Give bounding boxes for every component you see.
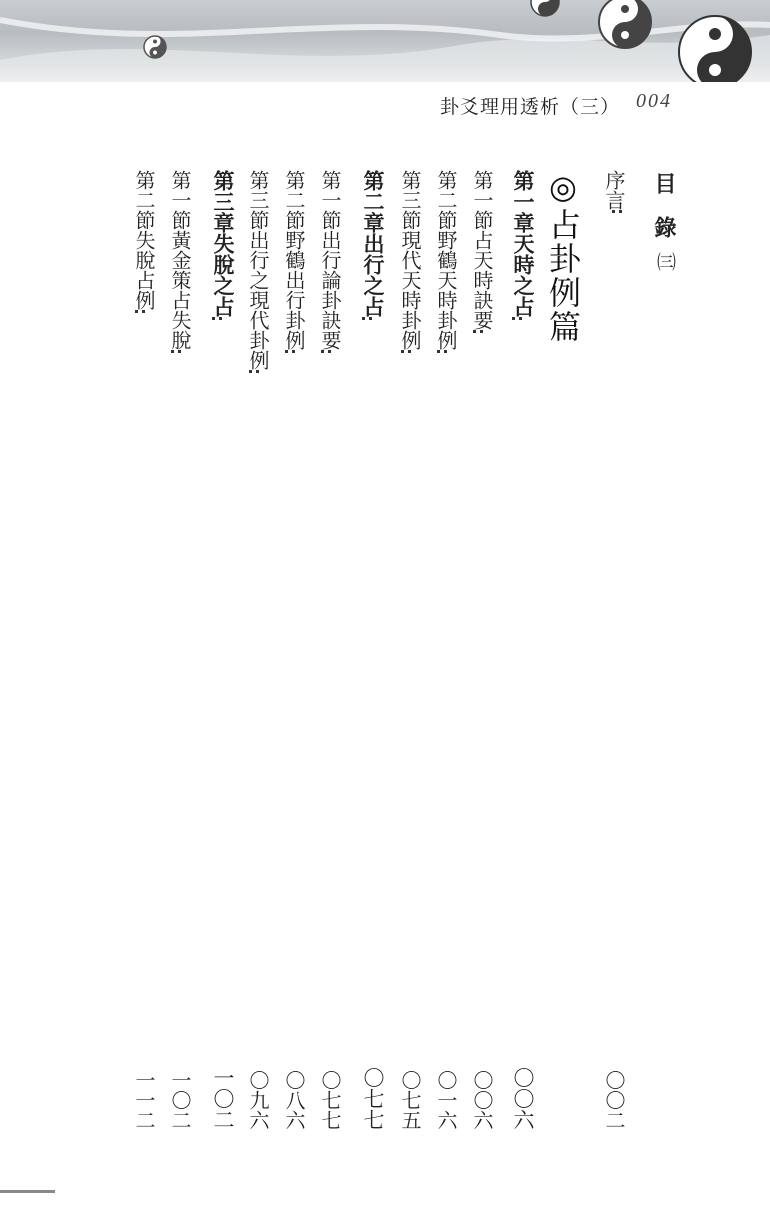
chapter-title: 天時之占	[511, 233, 535, 317]
toc-entry-section[interactable]	[306, 170, 340, 1130]
toc-entry-section[interactable]	[120, 170, 154, 1130]
section-page: 一〇二	[168, 1070, 192, 1130]
section-page: 〇八六	[282, 1070, 306, 1130]
section-number: 第三節	[246, 170, 270, 230]
section-number: 第二節	[132, 170, 156, 230]
section-number: 第三節	[398, 170, 422, 230]
chapter-page: 〇七七	[361, 1067, 385, 1130]
leader-dots	[212, 317, 222, 1067]
chapter-label: 第一章	[511, 170, 535, 233]
leader-dots	[437, 350, 447, 1070]
section-title: 占天時訣要	[470, 230, 494, 330]
yin-yang-icon-medium	[531, 0, 559, 16]
yin-yang-icon-large	[599, 0, 651, 48]
section-number: 第一節	[470, 170, 494, 230]
chapter-label: 第三章	[211, 170, 235, 233]
section-title: 野鶴天時卦例	[434, 230, 458, 350]
section-number: 第一節	[318, 170, 342, 230]
page-edge-mark	[0, 1190, 55, 1193]
toc-entry-section[interactable]	[234, 170, 268, 1130]
section-title: 出行之現代卦例	[246, 230, 270, 370]
toc-entry-preface[interactable]	[604, 170, 624, 1130]
preface-label: 序言	[602, 170, 626, 210]
leader-dots	[401, 350, 411, 1070]
section-title: 出行論卦訣要	[318, 230, 342, 350]
yin-yang-icon-xlarge	[679, 16, 751, 82]
toc-entry-chapter-2[interactable]	[344, 170, 383, 1130]
preface-page: 〇〇二	[602, 1070, 626, 1130]
section-number: 第一節	[168, 170, 192, 230]
leader-dots	[249, 370, 259, 1070]
section-title: 野鶴出行卦例	[282, 230, 306, 350]
leader-dots	[473, 330, 483, 1070]
toc-entry-section[interactable]	[458, 170, 492, 1130]
chapter-page: 一〇二	[211, 1067, 235, 1130]
toc-volume-mark: ㈢	[654, 252, 676, 271]
section-page: 〇九六	[246, 1070, 270, 1130]
yin-yang-icon-small	[144, 36, 166, 58]
section-title: 失脫占例	[132, 230, 156, 310]
yin-yang-banner-art	[0, 0, 770, 82]
section-page: 〇一六	[434, 1070, 458, 1130]
section-number: 第二節	[434, 170, 458, 230]
toc-entry-section[interactable]	[270, 170, 304, 1130]
toc-entry-section[interactable]	[422, 170, 456, 1130]
toc-entry-chapter-1[interactable]	[494, 170, 533, 1130]
section-page: 〇七七	[318, 1070, 342, 1130]
chapter-page: 〇〇六	[511, 1067, 535, 1130]
toc-entry-chapter-3[interactable]	[194, 170, 233, 1130]
page-number: 004	[636, 90, 672, 112]
toc-heading: 目 錄	[651, 172, 676, 238]
section-page: 一一二	[132, 1070, 156, 1130]
section-page: 〇〇六	[470, 1070, 494, 1130]
leader-dots	[512, 317, 522, 1067]
leader-dots	[171, 350, 181, 1070]
leader-dots	[321, 350, 331, 1070]
leader-dots	[135, 310, 145, 1070]
chapter-title: 失脫之占	[211, 233, 235, 317]
leader-dots	[612, 210, 622, 1070]
chapter-label: 第二章	[361, 170, 385, 233]
leader-dots	[362, 317, 372, 1067]
section-page: 〇七五	[398, 1070, 422, 1130]
leader-dots	[285, 350, 295, 1070]
section-title: 現代天時卦例	[398, 230, 422, 350]
part-title: ◎占卦例篇	[544, 168, 582, 344]
running-header-title: 卦爻理用透析（三）	[440, 96, 621, 118]
chapter-title: 出行之占	[361, 233, 385, 317]
section-number: 第二節	[282, 170, 306, 230]
decorative-banner	[0, 0, 770, 82]
toc-entry-section[interactable]	[386, 170, 420, 1130]
toc-entry-section[interactable]	[156, 170, 190, 1130]
section-title: 黃金策占失脫	[168, 230, 192, 350]
